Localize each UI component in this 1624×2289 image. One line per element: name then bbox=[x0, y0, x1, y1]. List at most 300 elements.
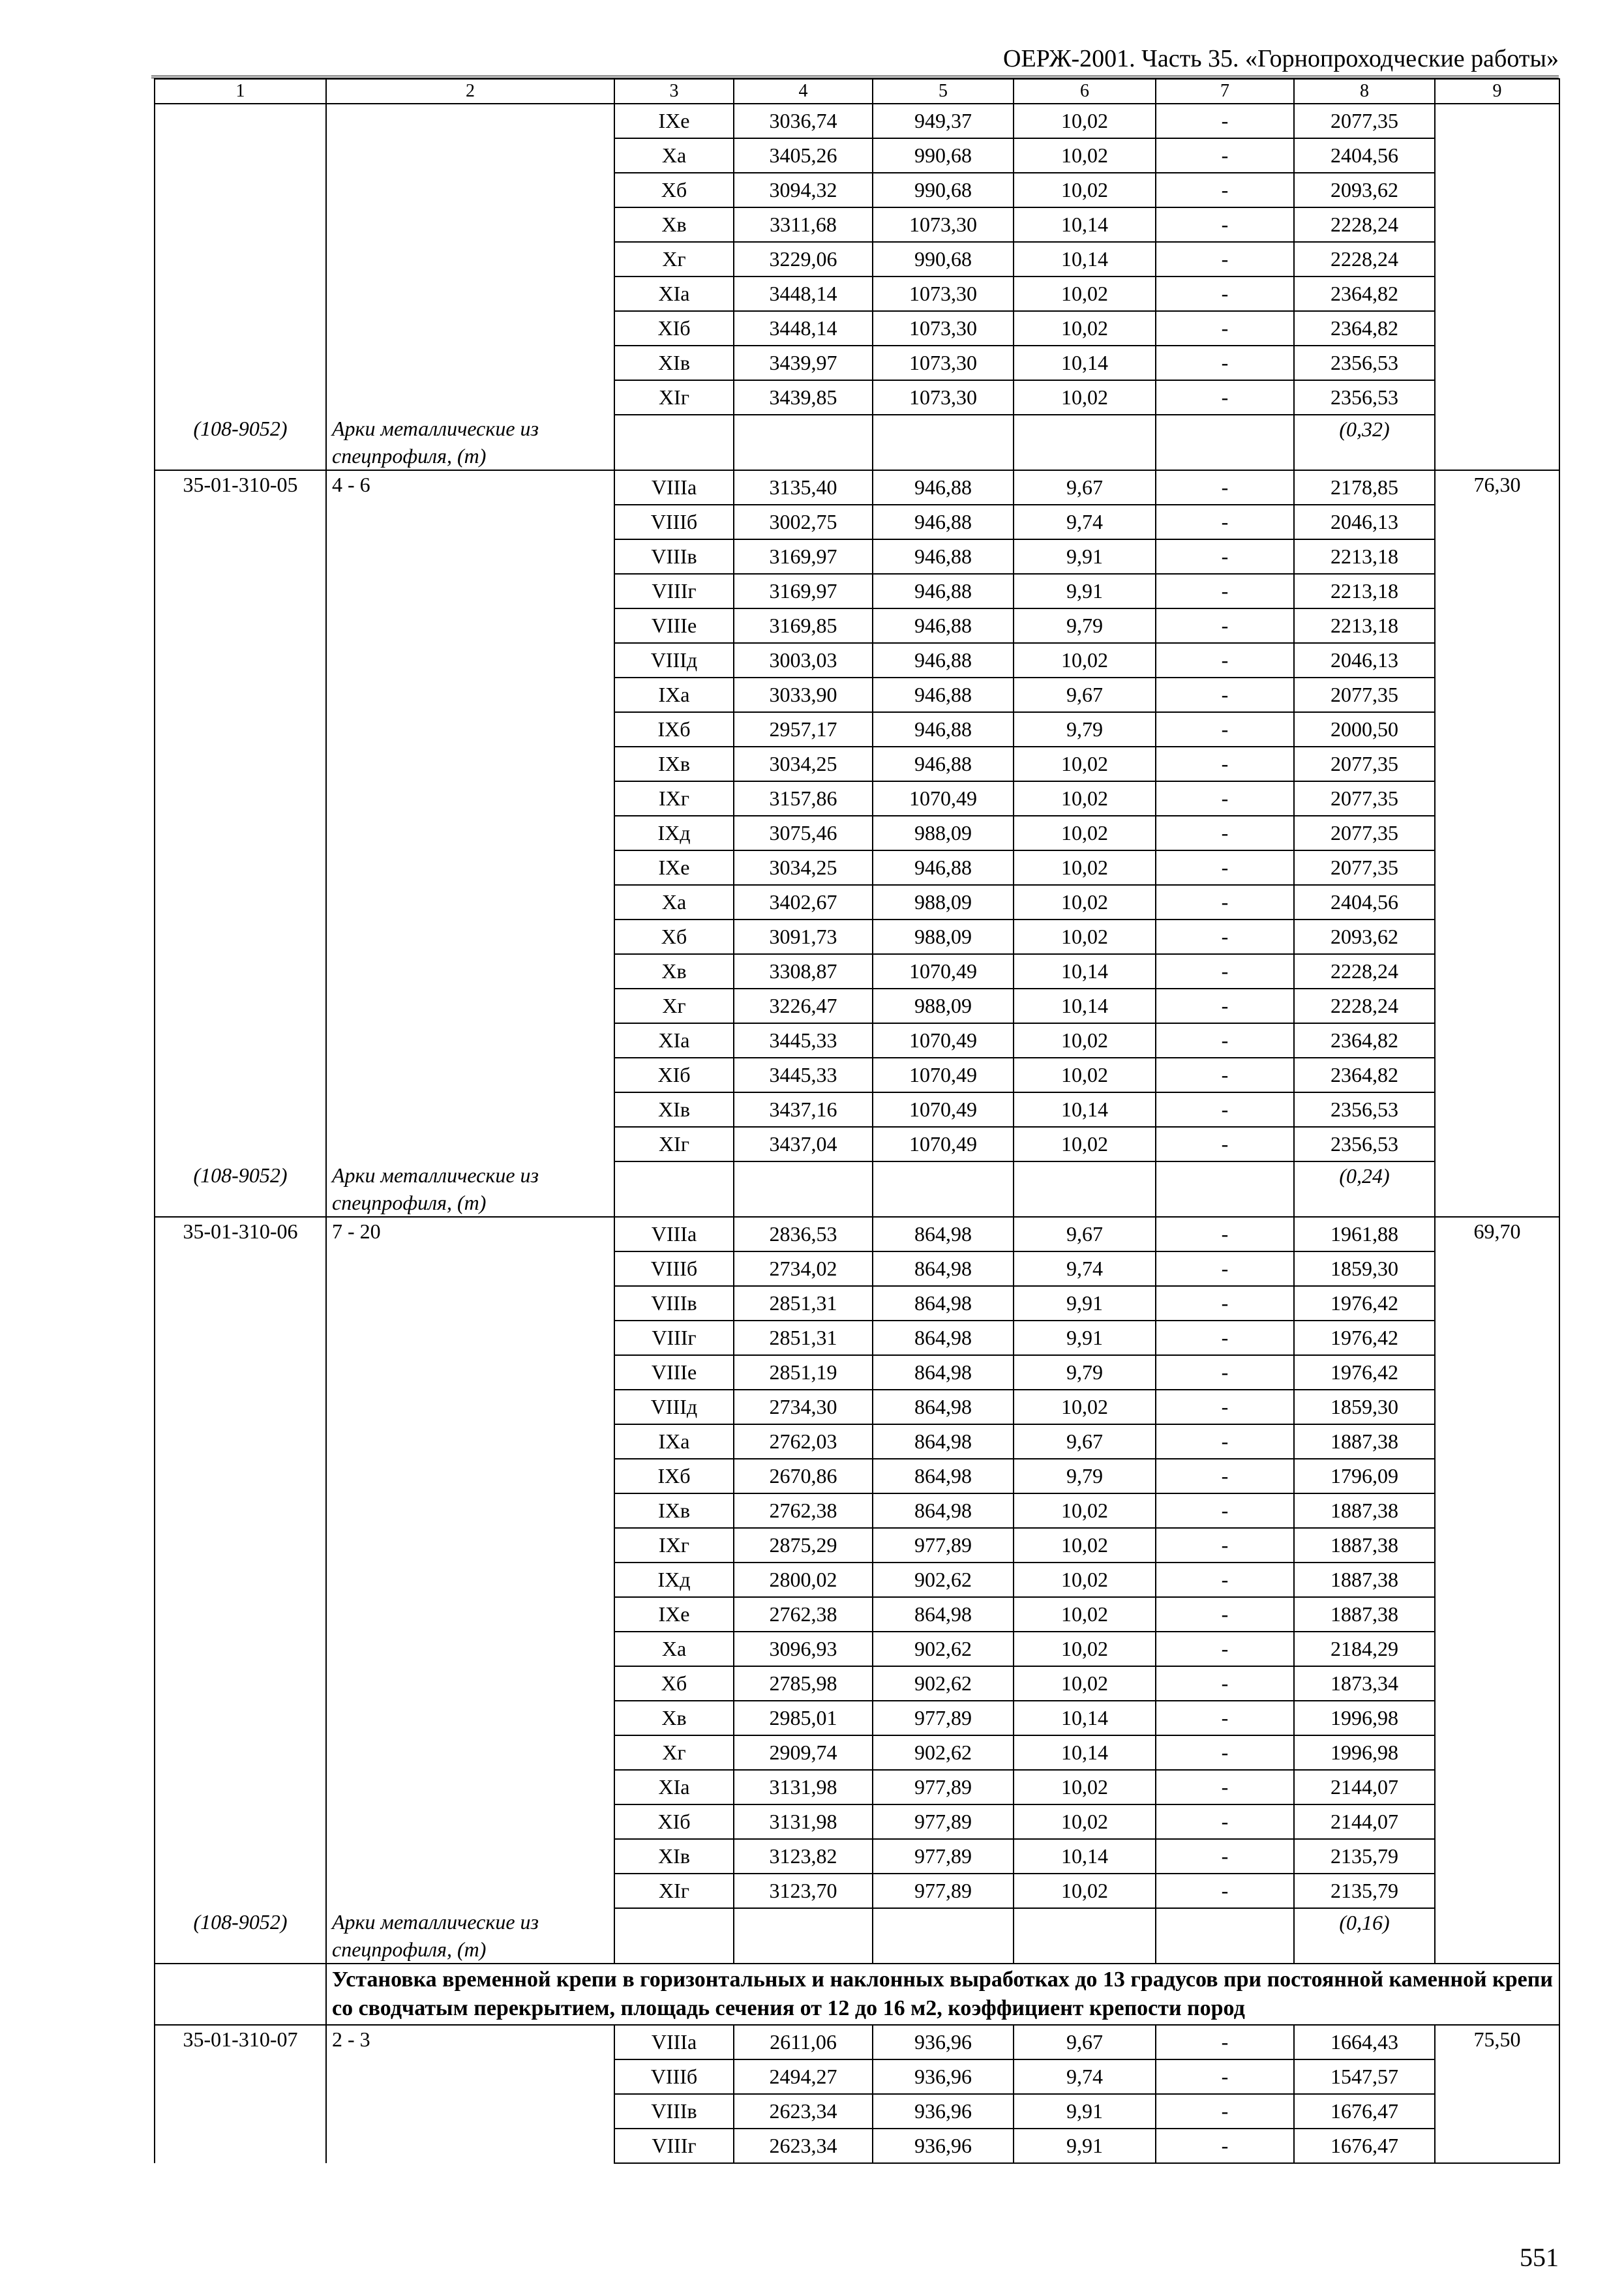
total-cost-cell: 3448,14 bbox=[734, 311, 873, 346]
wages-cell: 864,98 bbox=[873, 1459, 1014, 1493]
category-cell: IXв bbox=[614, 1493, 734, 1528]
total-cost-cell: 3448,14 bbox=[734, 277, 873, 311]
total-cost-cell: 3439,97 bbox=[734, 346, 873, 380]
category-cell: Xб bbox=[614, 1666, 734, 1701]
column-number: 4 bbox=[734, 79, 873, 104]
wages-cell: 864,98 bbox=[873, 1286, 1014, 1321]
driver-wages-cell: - bbox=[1156, 346, 1294, 380]
wages-cell: 864,98 bbox=[873, 1217, 1014, 1251]
total-cost-cell: 2734,30 bbox=[734, 1390, 873, 1424]
machine-cost-cell: 10,02 bbox=[1014, 311, 1156, 346]
total-cost-cell: 2762,38 bbox=[734, 1493, 873, 1528]
machine-cost-cell: 10,02 bbox=[1014, 1632, 1156, 1666]
machine-cost-cell: 10,02 bbox=[1014, 380, 1156, 415]
material-quantity: (0,24) bbox=[1294, 1161, 1435, 1217]
machine-cost-cell: 9,67 bbox=[1014, 470, 1156, 505]
category-cell: IXв bbox=[614, 747, 734, 781]
materials-cost-cell: 1887,38 bbox=[1294, 1493, 1435, 1528]
wages-cell: 977,89 bbox=[873, 1701, 1014, 1735]
material-name: Арки металлические из спецпрофиля, (т) bbox=[326, 1161, 614, 1217]
machine-cost-cell: 10,14 bbox=[1014, 1092, 1156, 1127]
materials-cost-cell: 1887,38 bbox=[1294, 1528, 1435, 1563]
materials-cost-cell: 2356,53 bbox=[1294, 380, 1435, 415]
category-cell: VIIIв bbox=[614, 539, 734, 574]
labor-cell: 75,50 bbox=[1435, 2025, 1559, 2163]
material-row bbox=[155, 1161, 1559, 1217]
materials-cost-cell: 2228,24 bbox=[1294, 207, 1435, 242]
machine-cost-cell: 10,14 bbox=[1014, 1735, 1156, 1770]
materials-cost-cell: 1547,57 bbox=[1294, 2059, 1435, 2094]
wages-cell: 946,88 bbox=[873, 712, 1014, 747]
document-title: ОЕРЖ-2001. Часть 35. «Горнопроходческие работы» bbox=[1003, 45, 1559, 72]
driver-wages-cell: - bbox=[1156, 470, 1294, 505]
empty-cell bbox=[614, 415, 734, 470]
wages-cell: 902,62 bbox=[873, 1632, 1014, 1666]
empty-cell bbox=[155, 1964, 326, 2025]
driver-wages-cell: - bbox=[1156, 1701, 1294, 1735]
total-cost-cell: 2836,53 bbox=[734, 1217, 873, 1251]
category-cell: VIIIе bbox=[614, 1355, 734, 1390]
driver-wages-cell: - bbox=[1156, 1770, 1294, 1804]
total-cost-cell: 2670,86 bbox=[734, 1459, 873, 1493]
category-cell: Xг bbox=[614, 1735, 734, 1770]
driver-wages-cell: - bbox=[1156, 781, 1294, 816]
category-cell: VIIIв bbox=[614, 2094, 734, 2129]
category-cell: IXа bbox=[614, 1424, 734, 1459]
total-cost-cell: 2611,06 bbox=[734, 2025, 873, 2059]
machine-cost-cell: 10,02 bbox=[1014, 104, 1156, 138]
driver-wages-cell: - bbox=[1156, 1735, 1294, 1770]
materials-cost-cell: 2356,53 bbox=[1294, 1127, 1435, 1161]
total-cost-cell: 3036,74 bbox=[734, 104, 873, 138]
total-cost-cell: 3308,87 bbox=[734, 954, 873, 989]
machine-cost-cell: 10,14 bbox=[1014, 989, 1156, 1023]
total-cost-cell: 2623,34 bbox=[734, 2094, 873, 2129]
driver-wages-cell: - bbox=[1156, 954, 1294, 989]
category-cell: IXг bbox=[614, 781, 734, 816]
driver-wages-cell: - bbox=[1156, 2094, 1294, 2129]
category-cell: IXд bbox=[614, 1563, 734, 1597]
rate-code: 35-01-310-05 bbox=[155, 470, 326, 1161]
total-cost-cell: 3437,16 bbox=[734, 1092, 873, 1127]
category-cell: IXд bbox=[614, 816, 734, 850]
total-cost-cell: 2800,02 bbox=[734, 1563, 873, 1597]
category-cell: XIб bbox=[614, 1058, 734, 1092]
machine-cost-cell: 9,91 bbox=[1014, 574, 1156, 608]
materials-cost-cell: 2077,35 bbox=[1294, 850, 1435, 885]
total-cost-cell: 3131,98 bbox=[734, 1770, 873, 1804]
range-value: 7 - 20 bbox=[326, 1217, 614, 1908]
category-cell: VIIIб bbox=[614, 505, 734, 539]
driver-wages-cell: - bbox=[1156, 1839, 1294, 1874]
machine-cost-cell: 10,14 bbox=[1014, 1701, 1156, 1735]
total-cost-cell: 2762,03 bbox=[734, 1424, 873, 1459]
category-cell: Xб bbox=[614, 173, 734, 207]
total-cost-cell: 3034,25 bbox=[734, 747, 873, 781]
driver-wages-cell: - bbox=[1156, 1424, 1294, 1459]
total-cost-cell: 3169,85 bbox=[734, 608, 873, 643]
driver-wages-cell: - bbox=[1156, 1321, 1294, 1355]
machine-cost-cell: 9,67 bbox=[1014, 1424, 1156, 1459]
category-cell: XIв bbox=[614, 1839, 734, 1874]
category-cell: XIа bbox=[614, 1023, 734, 1058]
wages-cell: 946,88 bbox=[873, 678, 1014, 712]
category-cell: VIIIб bbox=[614, 2059, 734, 2094]
wages-cell: 864,98 bbox=[873, 1390, 1014, 1424]
machine-cost-cell: 9,67 bbox=[1014, 2025, 1156, 2059]
machine-cost-cell: 10,02 bbox=[1014, 1770, 1156, 1804]
category-cell: Xб bbox=[614, 920, 734, 954]
column-number: 5 bbox=[873, 79, 1014, 104]
materials-cost-cell: 1887,38 bbox=[1294, 1597, 1435, 1632]
driver-wages-cell: - bbox=[1156, 643, 1294, 678]
machine-cost-cell: 10,02 bbox=[1014, 1023, 1156, 1058]
materials-cost-cell: 1996,98 bbox=[1294, 1701, 1435, 1735]
machine-cost-cell: 9,79 bbox=[1014, 608, 1156, 643]
wages-cell: 977,89 bbox=[873, 1874, 1014, 1908]
category-cell: VIIIг bbox=[614, 1321, 734, 1355]
total-cost-cell: 2851,31 bbox=[734, 1321, 873, 1355]
driver-wages-cell: - bbox=[1156, 1666, 1294, 1701]
category-cell: IXб bbox=[614, 712, 734, 747]
materials-cost-cell: 1873,34 bbox=[1294, 1666, 1435, 1701]
wages-cell: 902,62 bbox=[873, 1563, 1014, 1597]
total-cost-cell: 3226,47 bbox=[734, 989, 873, 1023]
column-number: 2 bbox=[326, 79, 614, 104]
range-value bbox=[326, 104, 614, 415]
materials-cost-cell: 1796,09 bbox=[1294, 1459, 1435, 1493]
driver-wages-cell: - bbox=[1156, 539, 1294, 574]
wages-cell: 946,88 bbox=[873, 505, 1014, 539]
materials-cost-cell: 2404,56 bbox=[1294, 138, 1435, 173]
driver-wages-cell: - bbox=[1156, 311, 1294, 346]
driver-wages-cell: - bbox=[1156, 1127, 1294, 1161]
driver-wages-cell: - bbox=[1156, 2059, 1294, 2094]
materials-cost-cell: 2046,13 bbox=[1294, 643, 1435, 678]
price-table bbox=[154, 78, 1560, 2164]
total-cost-cell: 3096,93 bbox=[734, 1632, 873, 1666]
machine-cost-cell: 10,02 bbox=[1014, 920, 1156, 954]
materials-cost-cell: 1859,30 bbox=[1294, 1251, 1435, 1286]
driver-wages-cell: - bbox=[1156, 678, 1294, 712]
empty-cell bbox=[1014, 415, 1156, 470]
wages-cell: 864,98 bbox=[873, 1597, 1014, 1632]
machine-cost-cell: 10,02 bbox=[1014, 1563, 1156, 1597]
machine-cost-cell: 10,02 bbox=[1014, 1493, 1156, 1528]
driver-wages-cell: - bbox=[1156, 1217, 1294, 1251]
driver-wages-cell: - bbox=[1156, 1355, 1294, 1390]
category-cell: IXа bbox=[614, 678, 734, 712]
total-cost-cell: 3091,73 bbox=[734, 920, 873, 954]
category-cell: Xа bbox=[614, 885, 734, 920]
wages-cell: 1073,30 bbox=[873, 207, 1014, 242]
material-code: (108-9052) bbox=[155, 1161, 326, 1217]
driver-wages-cell: - bbox=[1156, 1286, 1294, 1321]
total-cost-cell: 2851,19 bbox=[734, 1355, 873, 1390]
total-cost-cell: 3402,67 bbox=[734, 885, 873, 920]
total-cost-cell: 3445,33 bbox=[734, 1023, 873, 1058]
category-cell: IXб bbox=[614, 1459, 734, 1493]
wages-cell: 1070,49 bbox=[873, 1058, 1014, 1092]
machine-cost-cell: 9,79 bbox=[1014, 1355, 1156, 1390]
empty-cell bbox=[734, 415, 873, 470]
driver-wages-cell: - bbox=[1156, 277, 1294, 311]
driver-wages-cell: - bbox=[1156, 1493, 1294, 1528]
category-cell: XIг bbox=[614, 1874, 734, 1908]
material-code: (108-9052) bbox=[155, 415, 326, 470]
wages-cell: 936,96 bbox=[873, 2094, 1014, 2129]
driver-wages-cell: - bbox=[1156, 885, 1294, 920]
wages-cell: 977,89 bbox=[873, 1770, 1014, 1804]
table-row bbox=[155, 2025, 1559, 2059]
rate-code bbox=[155, 104, 326, 415]
category-cell: VIIIа bbox=[614, 1217, 734, 1251]
materials-cost-cell: 2356,53 bbox=[1294, 346, 1435, 380]
material-name: Арки металлические из спецпрофиля, (т) bbox=[326, 1908, 614, 1964]
total-cost-cell: 3311,68 bbox=[734, 207, 873, 242]
total-cost-cell: 3034,25 bbox=[734, 850, 873, 885]
total-cost-cell: 2785,98 bbox=[734, 1666, 873, 1701]
category-cell: VIIIа bbox=[614, 470, 734, 505]
materials-cost-cell: 2077,35 bbox=[1294, 816, 1435, 850]
wages-cell: 946,88 bbox=[873, 747, 1014, 781]
total-cost-cell: 3405,26 bbox=[734, 138, 873, 173]
total-cost-cell: 2851,31 bbox=[734, 1286, 873, 1321]
category-cell: XIб bbox=[614, 1804, 734, 1839]
machine-cost-cell: 10,02 bbox=[1014, 173, 1156, 207]
total-cost-cell: 3075,46 bbox=[734, 816, 873, 850]
page-number: 551 bbox=[1520, 2243, 1559, 2272]
driver-wages-cell: - bbox=[1156, 380, 1294, 415]
wages-cell: 990,68 bbox=[873, 242, 1014, 277]
category-cell: XIв bbox=[614, 346, 734, 380]
materials-cost-cell: 1976,42 bbox=[1294, 1321, 1435, 1355]
driver-wages-cell: - bbox=[1156, 2025, 1294, 2059]
total-cost-cell: 2762,38 bbox=[734, 1597, 873, 1632]
materials-cost-cell: 2077,35 bbox=[1294, 781, 1435, 816]
column-number: 9 bbox=[1435, 79, 1559, 104]
driver-wages-cell: - bbox=[1156, 1804, 1294, 1839]
machine-cost-cell: 10,02 bbox=[1014, 781, 1156, 816]
materials-cost-cell: 2364,82 bbox=[1294, 1023, 1435, 1058]
total-cost-cell: 3445,33 bbox=[734, 1058, 873, 1092]
wages-cell: 946,88 bbox=[873, 850, 1014, 885]
category-cell: Xв bbox=[614, 1701, 734, 1735]
machine-cost-cell: 10,02 bbox=[1014, 1874, 1156, 1908]
empty-cell bbox=[734, 1908, 873, 1964]
category-cell: IXе bbox=[614, 850, 734, 885]
total-cost-cell: 3033,90 bbox=[734, 678, 873, 712]
total-cost-cell: 3169,97 bbox=[734, 574, 873, 608]
wages-cell: 946,88 bbox=[873, 643, 1014, 678]
materials-cost-cell: 2213,18 bbox=[1294, 539, 1435, 574]
material-row bbox=[155, 415, 1559, 470]
wages-cell: 988,09 bbox=[873, 885, 1014, 920]
range-value: 2 - 3 bbox=[326, 2025, 614, 2163]
materials-cost-cell: 1976,42 bbox=[1294, 1286, 1435, 1321]
labor-cell: 69,70 bbox=[1435, 1217, 1559, 1964]
category-cell: VIIIг bbox=[614, 2129, 734, 2163]
machine-cost-cell: 9,91 bbox=[1014, 2129, 1156, 2163]
total-cost-cell: 3094,32 bbox=[734, 173, 873, 207]
empty-cell bbox=[1156, 1161, 1294, 1217]
table-row bbox=[155, 470, 1559, 505]
category-cell: IXе bbox=[614, 104, 734, 138]
wages-cell: 1070,49 bbox=[873, 1023, 1014, 1058]
materials-cost-cell: 1664,43 bbox=[1294, 2025, 1435, 2059]
wages-cell: 1073,30 bbox=[873, 277, 1014, 311]
wages-cell: 936,96 bbox=[873, 2025, 1014, 2059]
wages-cell: 864,98 bbox=[873, 1424, 1014, 1459]
wages-cell: 988,09 bbox=[873, 816, 1014, 850]
machine-cost-cell: 10,02 bbox=[1014, 1127, 1156, 1161]
wages-cell: 1073,30 bbox=[873, 311, 1014, 346]
materials-cost-cell: 2364,82 bbox=[1294, 311, 1435, 346]
machine-cost-cell: 10,02 bbox=[1014, 816, 1156, 850]
category-cell: XIг bbox=[614, 1127, 734, 1161]
driver-wages-cell: - bbox=[1156, 712, 1294, 747]
machine-cost-cell: 9,79 bbox=[1014, 1459, 1156, 1493]
total-cost-cell: 3437,04 bbox=[734, 1127, 873, 1161]
wages-cell: 988,09 bbox=[873, 989, 1014, 1023]
category-cell: VIIIб bbox=[614, 1251, 734, 1286]
category-cell: Xг bbox=[614, 989, 734, 1023]
driver-wages-cell: - bbox=[1156, 1092, 1294, 1127]
total-cost-cell: 3157,86 bbox=[734, 781, 873, 816]
materials-cost-cell: 2135,79 bbox=[1294, 1839, 1435, 1874]
category-cell: Xа bbox=[614, 138, 734, 173]
column-number: 1 bbox=[155, 79, 326, 104]
category-cell: VIIIг bbox=[614, 574, 734, 608]
labor-cell bbox=[1435, 104, 1559, 470]
driver-wages-cell: - bbox=[1156, 1528, 1294, 1563]
driver-wages-cell: - bbox=[1156, 747, 1294, 781]
driver-wages-cell: - bbox=[1156, 1563, 1294, 1597]
wages-cell: 946,88 bbox=[873, 574, 1014, 608]
materials-cost-cell: 2178,85 bbox=[1294, 470, 1435, 505]
driver-wages-cell: - bbox=[1156, 850, 1294, 885]
materials-cost-cell: 2135,79 bbox=[1294, 1874, 1435, 1908]
category-cell: VIIIд bbox=[614, 643, 734, 678]
table-row bbox=[155, 1217, 1559, 1251]
range-value: 4 - 6 bbox=[326, 470, 614, 1161]
column-number: 8 bbox=[1294, 79, 1435, 104]
driver-wages-cell: - bbox=[1156, 1251, 1294, 1286]
total-cost-cell: 2957,17 bbox=[734, 712, 873, 747]
materials-cost-cell: 1676,47 bbox=[1294, 2129, 1435, 2163]
machine-cost-cell: 10,02 bbox=[1014, 1666, 1156, 1701]
wages-cell: 1070,49 bbox=[873, 954, 1014, 989]
driver-wages-cell: - bbox=[1156, 608, 1294, 643]
materials-cost-cell: 2213,18 bbox=[1294, 574, 1435, 608]
machine-cost-cell: 9,91 bbox=[1014, 1321, 1156, 1355]
empty-cell bbox=[1014, 1161, 1156, 1217]
wages-cell: 936,96 bbox=[873, 2059, 1014, 2094]
driver-wages-cell: - bbox=[1156, 2129, 1294, 2163]
total-cost-cell: 3123,82 bbox=[734, 1839, 873, 1874]
wages-cell: 864,98 bbox=[873, 1493, 1014, 1528]
empty-cell bbox=[873, 1908, 1014, 1964]
machine-cost-cell: 10,02 bbox=[1014, 1597, 1156, 1632]
driver-wages-cell: - bbox=[1156, 505, 1294, 539]
total-cost-cell: 2985,01 bbox=[734, 1701, 873, 1735]
wages-cell: 864,98 bbox=[873, 1355, 1014, 1390]
machine-cost-cell: 10,02 bbox=[1014, 1528, 1156, 1563]
materials-cost-cell: 2077,35 bbox=[1294, 747, 1435, 781]
driver-wages-cell: - bbox=[1156, 173, 1294, 207]
total-cost-cell: 2875,29 bbox=[734, 1528, 873, 1563]
materials-cost-cell: 2077,35 bbox=[1294, 678, 1435, 712]
total-cost-cell: 3003,03 bbox=[734, 643, 873, 678]
materials-cost-cell: 2213,18 bbox=[1294, 608, 1435, 643]
wages-cell: 864,98 bbox=[873, 1251, 1014, 1286]
machine-cost-cell: 9,67 bbox=[1014, 678, 1156, 712]
category-cell: IXг bbox=[614, 1528, 734, 1563]
machine-cost-cell: 10,02 bbox=[1014, 1058, 1156, 1092]
machine-cost-cell: 9,74 bbox=[1014, 2059, 1156, 2094]
empty-cell bbox=[1156, 1908, 1294, 1964]
wages-cell: 946,88 bbox=[873, 608, 1014, 643]
category-cell: XIб bbox=[614, 311, 734, 346]
materials-cost-cell: 1887,38 bbox=[1294, 1424, 1435, 1459]
materials-cost-cell: 2364,82 bbox=[1294, 277, 1435, 311]
machine-cost-cell: 9,91 bbox=[1014, 2094, 1156, 2129]
wages-cell: 1070,49 bbox=[873, 1092, 1014, 1127]
materials-cost-cell: 2000,50 bbox=[1294, 712, 1435, 747]
material-quantity: (0,32) bbox=[1294, 415, 1435, 470]
materials-cost-cell: 2228,24 bbox=[1294, 954, 1435, 989]
machine-cost-cell: 10,02 bbox=[1014, 277, 1156, 311]
machine-cost-cell: 10,14 bbox=[1014, 1839, 1156, 1874]
wages-cell: 946,88 bbox=[873, 539, 1014, 574]
category-cell: VIIIе bbox=[614, 608, 734, 643]
wages-cell: 864,98 bbox=[873, 1321, 1014, 1355]
machine-cost-cell: 10,14 bbox=[1014, 242, 1156, 277]
category-cell: XIв bbox=[614, 1092, 734, 1127]
machine-cost-cell: 10,14 bbox=[1014, 207, 1156, 242]
machine-cost-cell: 9,67 bbox=[1014, 1217, 1156, 1251]
machine-cost-cell: 10,02 bbox=[1014, 1390, 1156, 1424]
wages-cell: 1073,30 bbox=[873, 346, 1014, 380]
materials-cost-cell: 1859,30 bbox=[1294, 1390, 1435, 1424]
labor-cell: 76,30 bbox=[1435, 470, 1559, 1217]
materials-cost-cell: 1887,38 bbox=[1294, 1563, 1435, 1597]
machine-cost-cell: 10,02 bbox=[1014, 850, 1156, 885]
empty-cell bbox=[734, 1161, 873, 1217]
machine-cost-cell: 9,91 bbox=[1014, 539, 1156, 574]
materials-cost-cell: 2093,62 bbox=[1294, 920, 1435, 954]
materials-cost-cell: 2404,56 bbox=[1294, 885, 1435, 920]
total-cost-cell: 3002,75 bbox=[734, 505, 873, 539]
total-cost-cell: 3135,40 bbox=[734, 470, 873, 505]
rate-code: 35-01-310-06 bbox=[155, 1217, 326, 1908]
machine-cost-cell: 10,02 bbox=[1014, 747, 1156, 781]
wages-cell: 990,68 bbox=[873, 138, 1014, 173]
driver-wages-cell: - bbox=[1156, 1632, 1294, 1666]
section-heading: Установка временной крепи в горизонтальных и наклонных выработках до 13 градусов при постоянной каменной крепи со сводчатым перекрытием, площадь сечения от 12 до 16 м2, коэффициент крепости пород bbox=[326, 1964, 1559, 2025]
machine-cost-cell: 10,02 bbox=[1014, 643, 1156, 678]
wages-cell: 977,89 bbox=[873, 1839, 1014, 1874]
driver-wages-cell: - bbox=[1156, 1874, 1294, 1908]
total-cost-cell: 2909,74 bbox=[734, 1735, 873, 1770]
total-cost-cell: 2623,34 bbox=[734, 2129, 873, 2163]
materials-cost-cell: 2093,62 bbox=[1294, 173, 1435, 207]
driver-wages-cell: - bbox=[1156, 1023, 1294, 1058]
materials-cost-cell: 2228,24 bbox=[1294, 989, 1435, 1023]
category-cell: VIIIв bbox=[614, 1286, 734, 1321]
driver-wages-cell: - bbox=[1156, 1058, 1294, 1092]
materials-cost-cell: 2184,29 bbox=[1294, 1632, 1435, 1666]
